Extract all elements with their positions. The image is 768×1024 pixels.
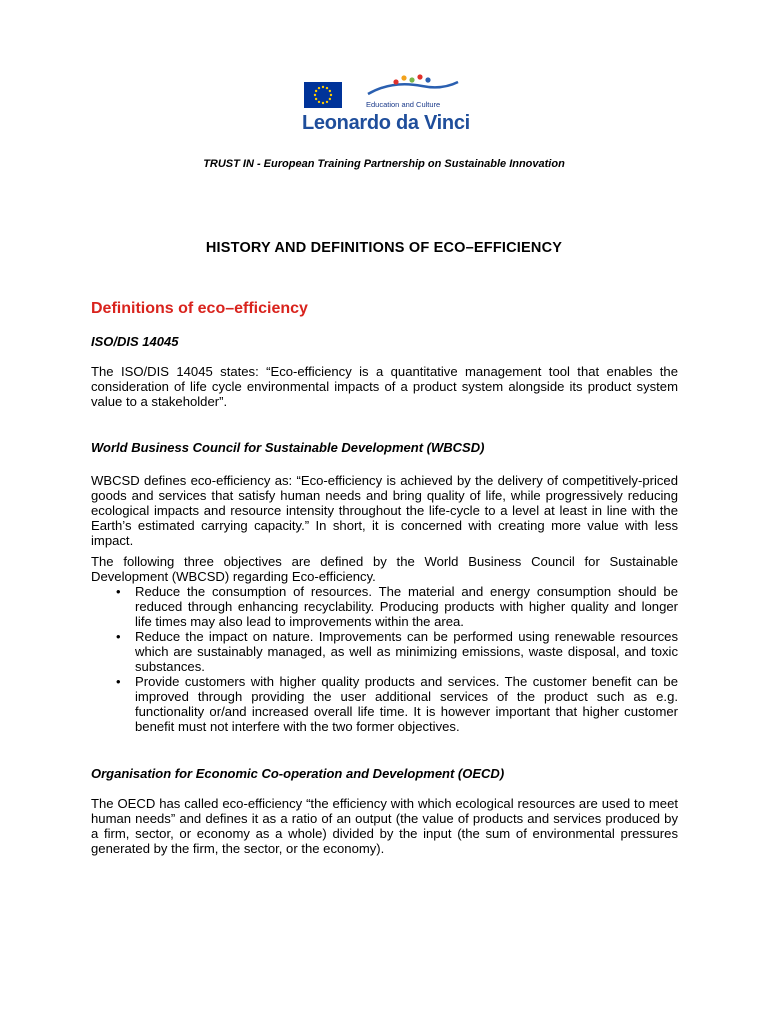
- list-item: [91, 584, 678, 629]
- list-item: [91, 629, 678, 674]
- iso-heading: ISO/DIS 14045: [91, 334, 179, 349]
- section-title: Definitions of eco–efficiency: [91, 300, 308, 317]
- bullet-icon: •: [116, 674, 121, 689]
- header-logo: [302, 72, 470, 140]
- wbcsd-heading: World Business Council for Sustainable Development (WBCSD): [91, 440, 485, 455]
- oecd-heading: Organisation for Economic Co-operation and Development (OECD): [91, 766, 505, 781]
- eu-flag-icon: [304, 82, 342, 108]
- bullet-icon: •: [116, 584, 121, 599]
- wbcsd-objectives-list: [91, 584, 678, 734]
- oecd-paragraph: The OECD has called eco-efficiency “the efficiency with which ecological resources are used to meet human needs” and defines it as a ratio of an output (the value of products and services produced by a firm, sector, or economy as a whole) divided by the input (the sum of environmental pressures generated by the firm, the sector, or the economy).: [91, 796, 678, 856]
- page-title: HISTORY AND DEFINITIONS OF ECO–EFFICIENCY: [205, 240, 563, 256]
- iso-paragraph: The ISO/DIS 14045 states: “Eco-efficiency is a quantitative management tool that enables the consideration of life cycle environmental impacts of a product system alongside its product system value to a stakeholder”.: [91, 364, 678, 409]
- list-item-text: Reduce the impact on nature. Improvements can be performed using renewable resources which are sustainably managed, as well as minimizing emissions, waste disposal, and toxic substances.: [135, 629, 678, 674]
- list-item-text: Reduce the consumption of resources. The material and energy consumption should be reduced through enhancing recyclability. Producing products with higher quality and longer life times may also lead to improvements within the area.: [135, 584, 678, 629]
- list-item-text: Provide customers with higher quality products and services. The customer benefit can be improved through providing the user additional services of the product such as e.g. functionality or/and increased overall life time. It is however important that higher customer benefit must not interfere with the two former objectives.: [135, 674, 678, 734]
- wbcsd-paragraph-1: WBCSD defines eco-efficiency as: “Eco-efficiency is achieved by the delivery of competitively-priced goods and services that satisfy human needs and bring quality of life, while progressively reducing ecological impacts and resource intensity throughout the life-cycle to a level at least in line with the Earth’s estimated carrying capacity.” In short, it is concerned with creating more value with less impact.: [91, 473, 678, 548]
- logo-name: Leonardo da Vinci: [302, 112, 470, 134]
- list-item: [91, 674, 678, 734]
- bullet-icon: •: [116, 629, 121, 644]
- document-subtitle: TRUST IN - European Training Partnership on Sustainable Innovation: [203, 158, 565, 170]
- wbcsd-paragraph-2: The following three objectives are defined by the World Business Council for Sustainable Development (WBCSD) regarding Eco-efficiency.: [91, 554, 678, 584]
- logo-caption: Education and Culture: [366, 100, 441, 109]
- education-culture-swoosh-icon: [362, 72, 462, 102]
